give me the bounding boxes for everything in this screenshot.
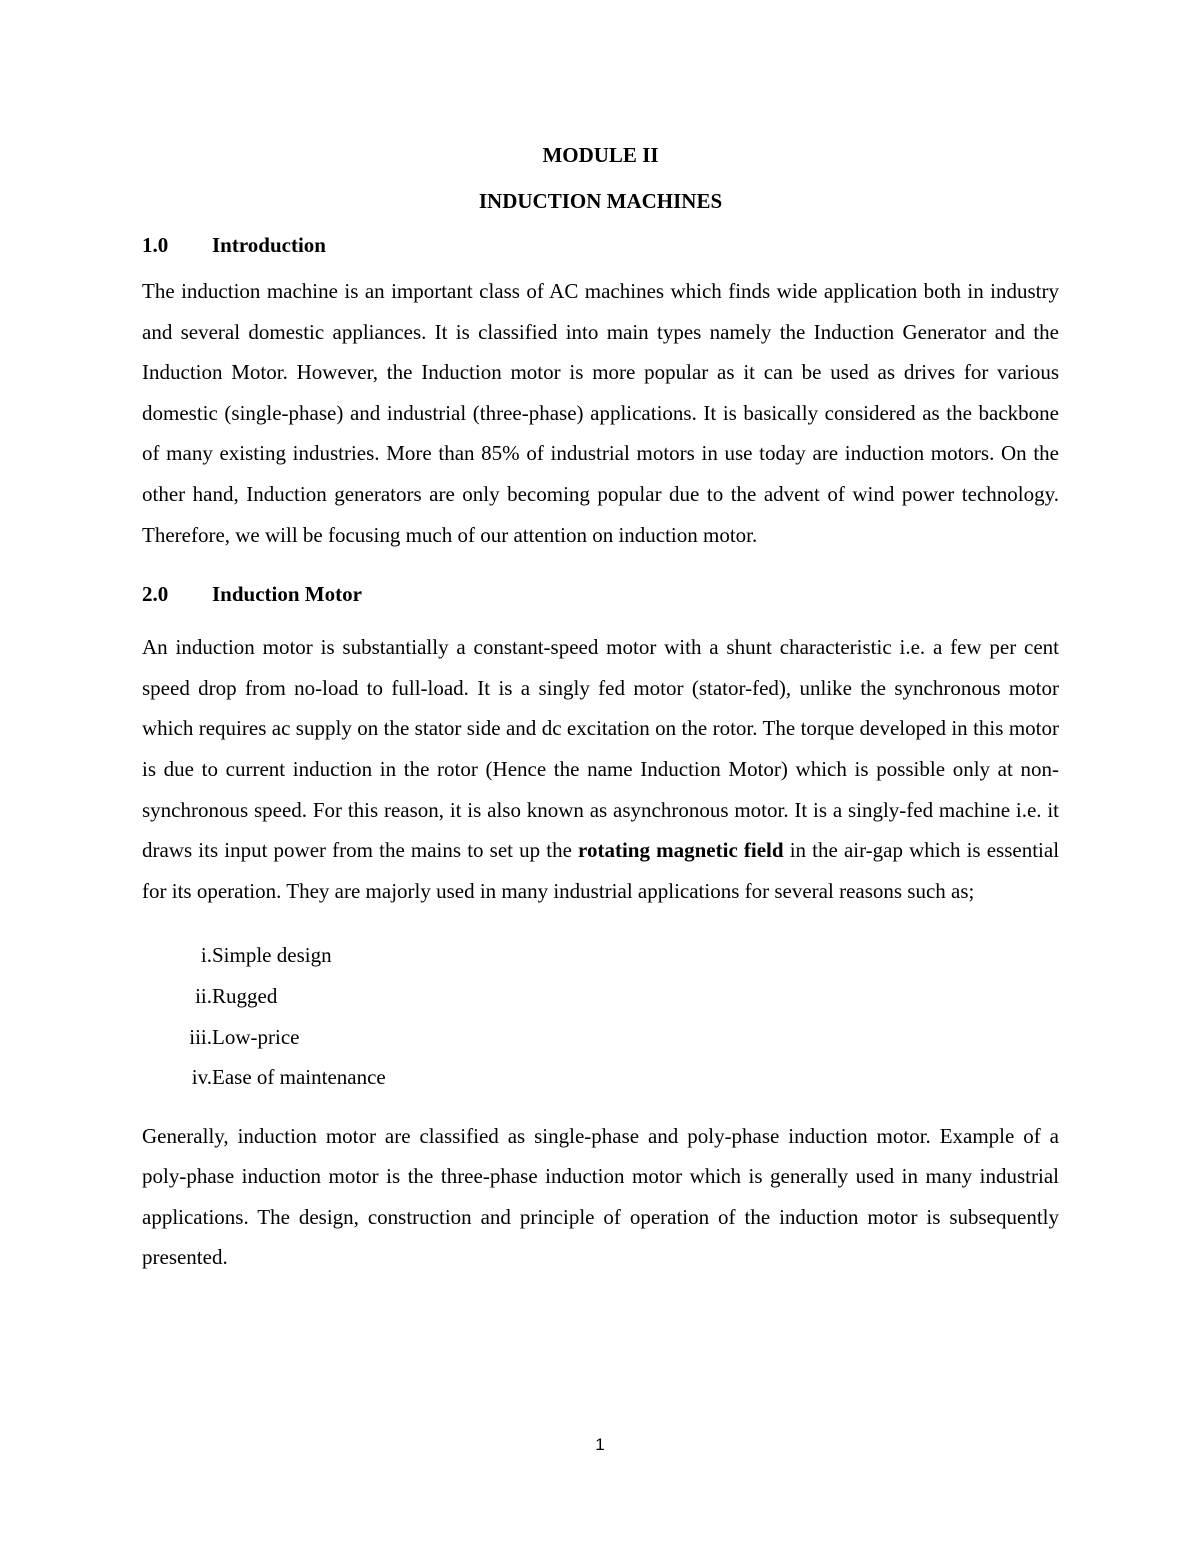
page-number: 1 [595, 1435, 605, 1454]
list-marker: ii. [195, 983, 212, 1008]
module-title: MODULE II [542, 143, 659, 167]
list-marker: iv. [191, 1065, 212, 1090]
paragraph-text-after: in the air-gap which is essential for its operation. They are majorly used in many industrial applications for several reasons such as; [142, 838, 1060, 903]
list-marker: i. [200, 943, 212, 968]
section-title: Induction Motor [212, 582, 362, 607]
list-item [142, 976, 1059, 1017]
section-number: 2.0 [142, 582, 169, 607]
list-item-text: Rugged [212, 983, 278, 1008]
closing-paragraph: Generally, induction motor are classified as single-phase and poly-phase induction motor. Example of a poly-phase induction motor is the three-phase induction motor which is generally used in many industrial applications. The design, construction and principle of operation of the induction motor is subsequently presented. [142, 1123, 1059, 1270]
induction-motor-paragraph [142, 627, 1059, 911]
page-content [142, 140, 1059, 1278]
section-heading-introduction [142, 230, 1059, 260]
list-item [142, 1057, 1059, 1098]
list-item-text: Simple design [212, 943, 332, 968]
introduction-paragraph: The induction machine is an important class of AC machines which finds wide application both in industry and several domestic appliances. It is classified into main types namely the Induction Generator and the Induction Motor. However, the Induction motor is more popular as it can be used as drives for various domestic (single-phase) and industrial (three-phase) applications. It is basically considered as the backbone of many existing industries. More than 85% of industrial motors in use today are induction motors. On the other hand, Induction generators are only becoming popular due to the advent of wind power technology. Therefore, we will be focusing much of our attention on induction motor. [142, 279, 1059, 547]
advantages-list [142, 935, 1059, 1097]
list-item [142, 1017, 1059, 1058]
paragraph-text-before: An induction motor is substantially a constant-speed motor with a shunt characteristic i.e. a few per cent speed drop from no-load to full-load. It is a singly fed motor (stator-fed), unlike the synchronous motor which requires ac supply on the stator side and dc excitation on the rotor. The torque developed in this motor is due to current induction in the rotor (Hence the name Induction Motor) which is possible only at non-synchronous speed. For this reason, it is also known as asynchronous motor. It is a singly-fed machine i.e. it draws its input power from the mains to set up the [142, 635, 1059, 863]
list-item-text: Ease of maintenance [212, 1065, 386, 1090]
emphasis-rotating-magnetic-field: rotating magnetic field [578, 838, 784, 863]
list-item-text: Low-price [212, 1024, 300, 1049]
chapter-title: INDUCTION MACHINES [478, 189, 723, 213]
section-heading-induction-motor [142, 579, 1059, 609]
section-title: Introduction [212, 233, 326, 257]
list-marker: iii. [189, 1024, 212, 1049]
section-number: 1.0 [142, 233, 169, 257]
list-item [142, 935, 1059, 976]
